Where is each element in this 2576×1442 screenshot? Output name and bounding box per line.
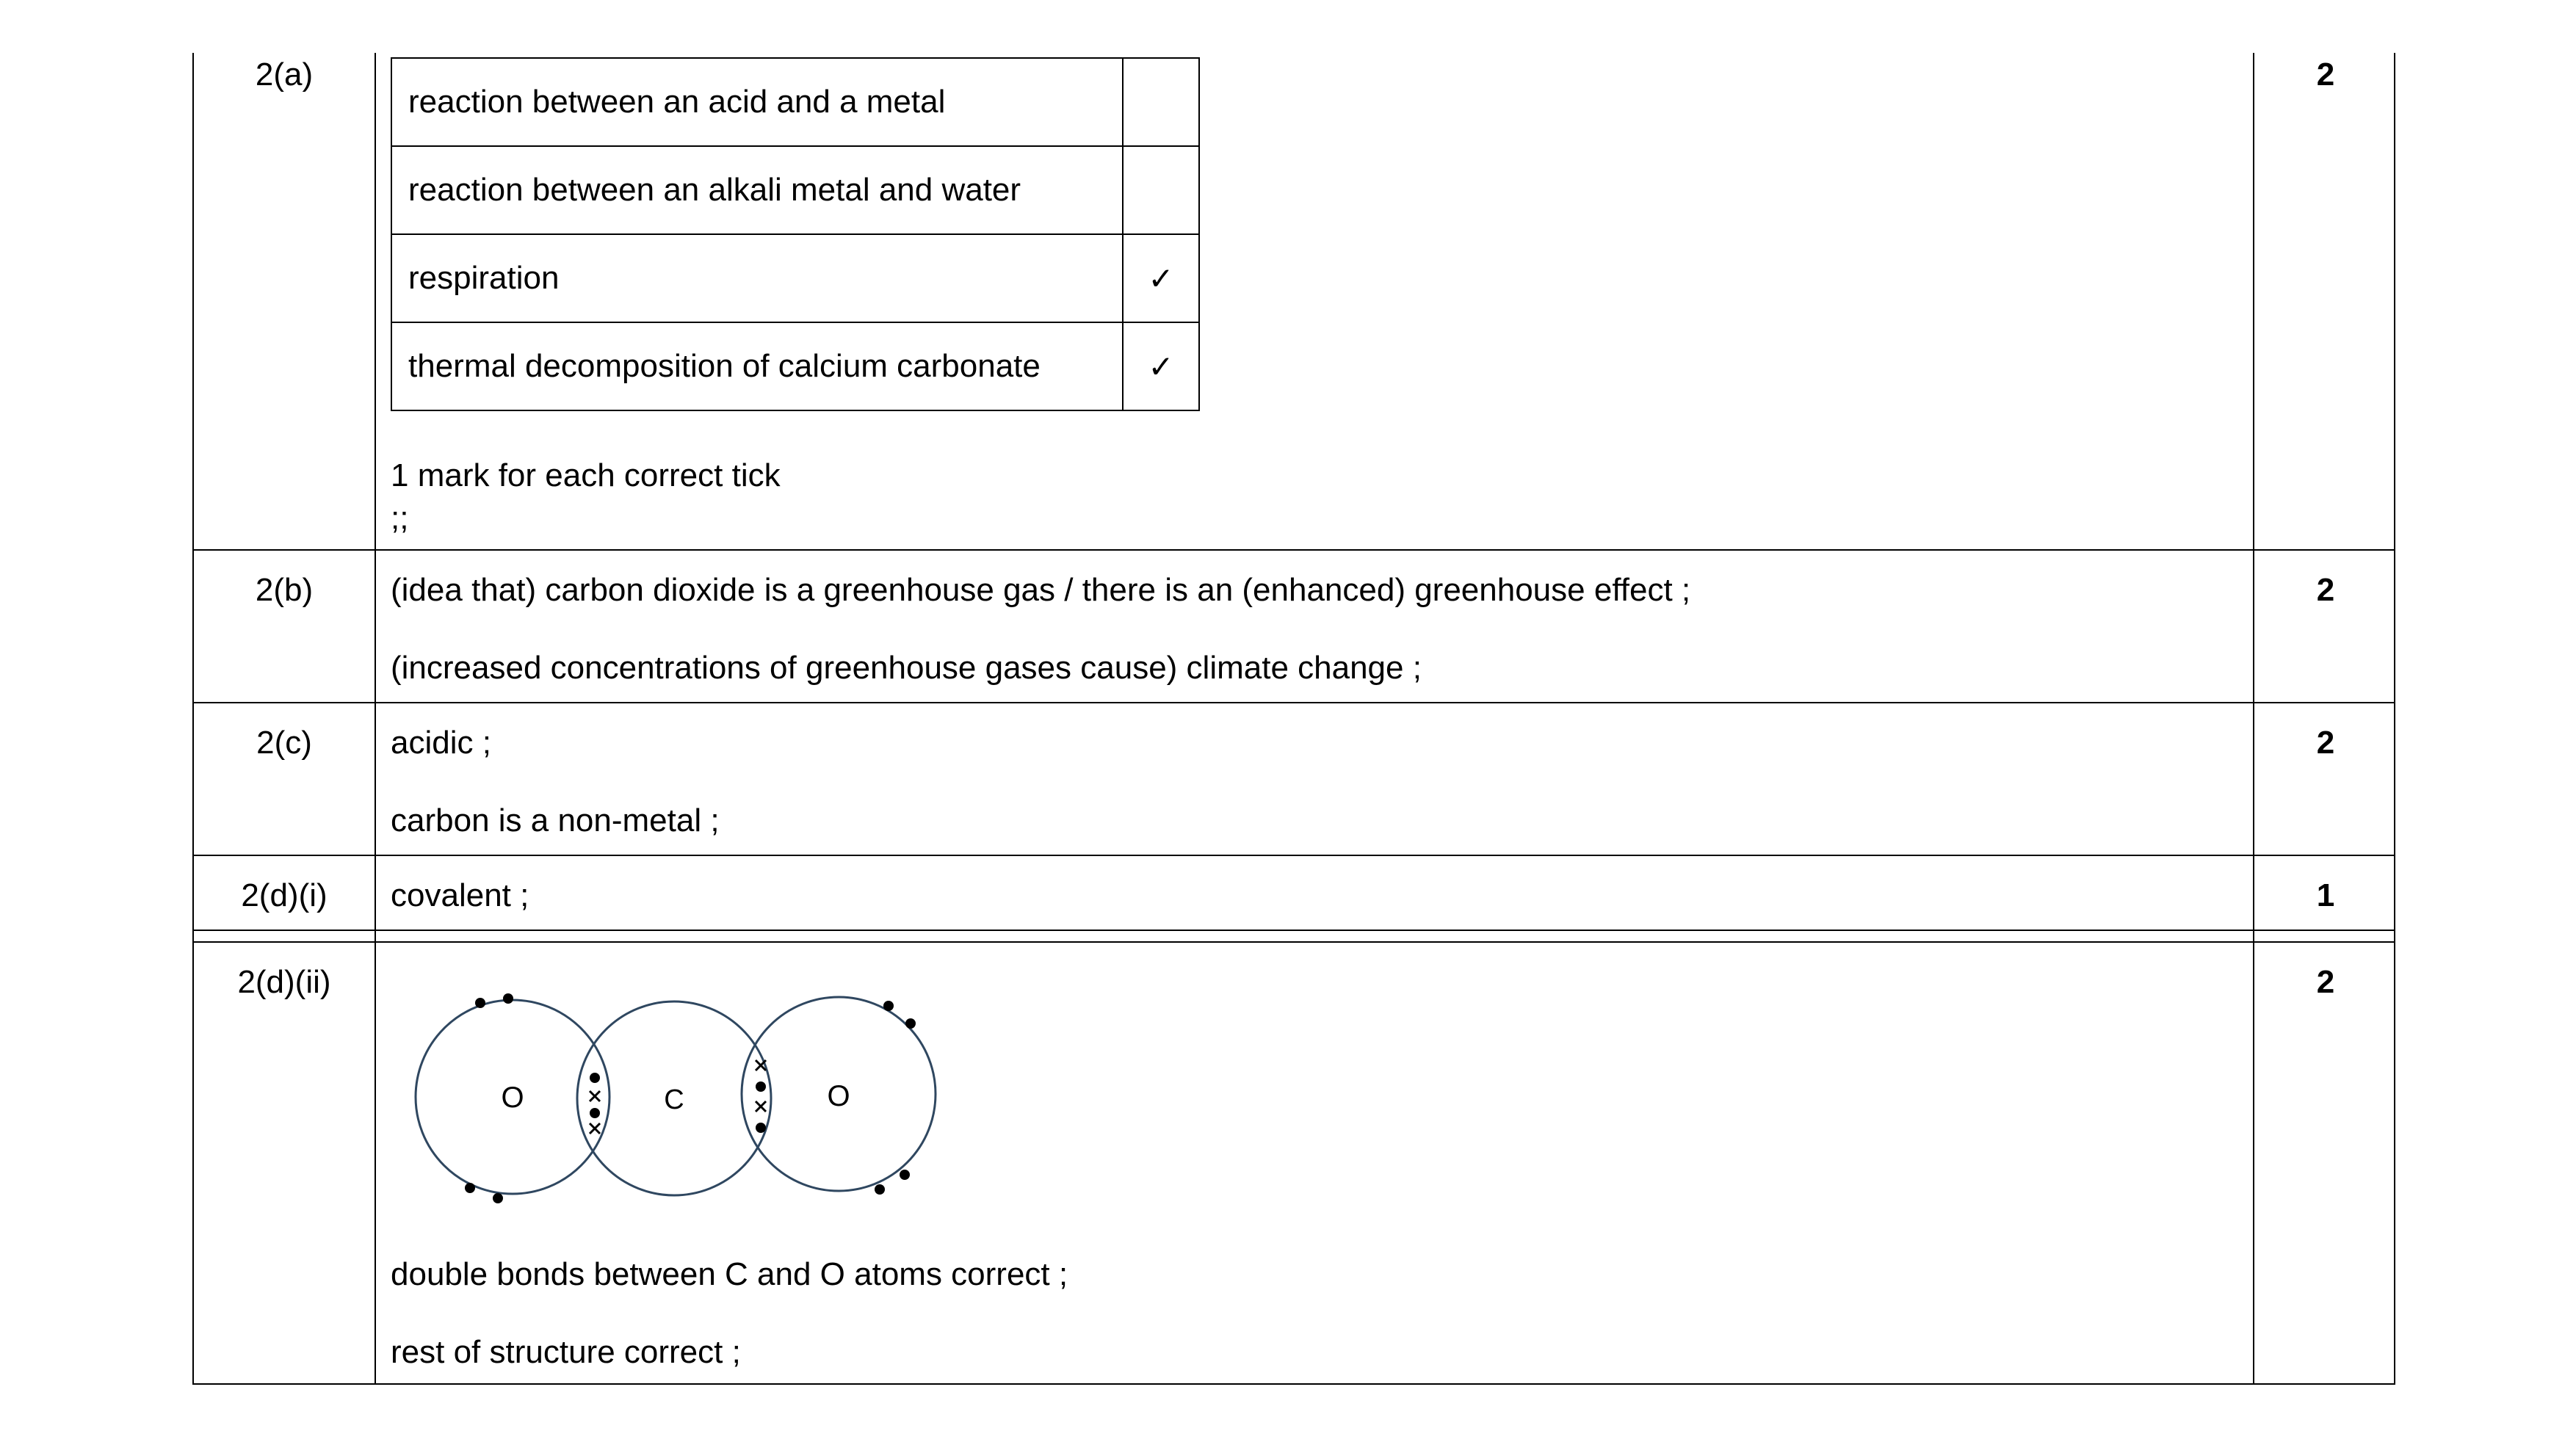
electron-dot bbox=[905, 1018, 916, 1029]
tick-table-row bbox=[391, 322, 1199, 410]
reaction-label: thermal decomposition of calcium carbonate bbox=[391, 322, 1123, 410]
electron-dot bbox=[475, 998, 485, 1008]
answer-line: (increased concentrations of greenhouse gases cause) climate change ; bbox=[391, 650, 1422, 686]
marks-value: 2 bbox=[2316, 725, 2335, 761]
answer-line: acidic ; bbox=[391, 725, 491, 761]
marking-note: 1 mark for each correct tick bbox=[391, 457, 781, 493]
electron-dot bbox=[900, 1170, 910, 1180]
reaction-label: respiration bbox=[391, 234, 1123, 322]
electron-dot bbox=[875, 1184, 885, 1195]
row-divider bbox=[192, 549, 2395, 551]
answer-line: covalent ; bbox=[391, 877, 529, 913]
answer-line: carbon is a non-metal ; bbox=[391, 802, 720, 838]
question-number: 2(d)(i) bbox=[241, 877, 328, 913]
centre-atom-symbol: C bbox=[664, 1084, 684, 1115]
answer-line: double bonds between C and O atoms correct ; bbox=[391, 1256, 1068, 1292]
tick-cell: ✓ bbox=[1123, 234, 1199, 322]
reaction-label: reaction between an acid and a metal bbox=[391, 58, 1123, 146]
electron-dot bbox=[465, 1183, 475, 1193]
question-number: 2(b) bbox=[255, 572, 314, 608]
electron-dot bbox=[883, 1001, 894, 1011]
row-divider bbox=[192, 941, 2395, 943]
electron-cross bbox=[590, 1091, 600, 1101]
table-bottom-border bbox=[192, 1383, 2395, 1385]
electron-cross bbox=[756, 1101, 766, 1112]
row-divider bbox=[192, 930, 2395, 931]
tick-table-row bbox=[391, 234, 1199, 322]
question-column-divider bbox=[375, 53, 376, 1383]
electron-dot bbox=[503, 993, 513, 1004]
tick-cell bbox=[1123, 58, 1199, 146]
electron-dot bbox=[756, 1123, 766, 1133]
question-number: 2(a) bbox=[255, 57, 314, 93]
electron-dot bbox=[590, 1108, 600, 1118]
tick-table-row bbox=[391, 146, 1199, 234]
marks-value: 1 bbox=[2316, 877, 2335, 913]
table-right-border bbox=[2394, 53, 2395, 1383]
table-left-border bbox=[192, 53, 194, 1383]
row-divider bbox=[192, 855, 2395, 856]
row-divider bbox=[192, 702, 2395, 703]
co2-dot-cross-diagram bbox=[391, 977, 963, 1211]
marks-value: 2 bbox=[2316, 964, 2335, 1000]
electron-dot bbox=[756, 1082, 766, 1092]
left-atom-symbol: O bbox=[501, 1082, 524, 1114]
tick-table-row bbox=[391, 58, 1199, 146]
answer-line: rest of structure correct ; bbox=[391, 1334, 741, 1370]
reaction-label: reaction between an alkali metal and water bbox=[391, 146, 1123, 234]
electron-dot bbox=[590, 1073, 600, 1083]
right-atom-symbol: O bbox=[827, 1080, 850, 1112]
tick-cell bbox=[1123, 146, 1199, 234]
electron-dot bbox=[493, 1193, 503, 1203]
question-number: 2(d)(ii) bbox=[237, 964, 331, 1000]
question-number: 2(c) bbox=[256, 725, 312, 761]
marks-value: 2 bbox=[2316, 572, 2335, 608]
tick-cell: ✓ bbox=[1123, 322, 1199, 410]
marking-note-symbols: ;; bbox=[391, 500, 409, 536]
answer-line: (idea that) carbon dioxide is a greenhouse gas / there is an (enhanced) greenhouse effect ; bbox=[391, 572, 1691, 608]
marks-column-divider bbox=[2253, 53, 2254, 1383]
tick-table bbox=[391, 57, 1200, 411]
electron-cross bbox=[590, 1123, 600, 1134]
marks-value: 2 bbox=[2316, 57, 2335, 93]
